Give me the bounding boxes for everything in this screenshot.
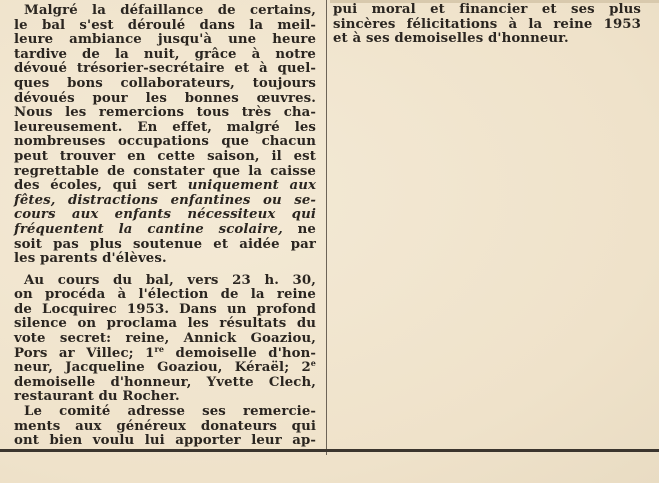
text-line: tardive de la nuit, grâce à notre [14,46,316,62]
text-line: demoiselle d'honneur, Yvette Clech, [14,374,316,390]
text-line: restaurant du Rocher. [14,389,180,405]
column-divider [326,0,327,455]
text-line: Nous les remercions tous très cha- [14,105,316,121]
left-column [14,4,316,449]
text-line: ques bons collaborateurs, toujours [14,75,316,91]
text-line: Le comité adresse ses remercie- [24,404,316,420]
right-column [333,3,641,47]
text-line [14,223,316,238]
text-line: soit pas plus soutenue et aidée par [14,236,316,252]
text-line: Au cours du bal, vers 23 h. 30, [24,272,316,288]
text-line [14,194,316,209]
text-line: regrettable de constater que la caisse [14,163,316,179]
text-segment: Pors ar Villec; 1 [14,345,155,361]
text-line: on procéda à l'élection de la reine [14,287,316,303]
text-line: les parents d'élèves. [14,251,167,267]
text-line: silence on proclama les résultats du [14,316,316,332]
text-line: le bal s'est déroulé dans la meil- [14,17,316,33]
text-line: leure ambiance jusqu'à une heure [14,32,316,48]
italic-segment: fréquentent la cantine scolaire, [14,221,283,237]
text-line [14,208,316,223]
bottom-rule [0,449,659,452]
superscript: e [310,358,316,369]
text-line: de Locquirec 1953. Dans un profond [14,301,316,317]
superscript: re [154,343,165,354]
text-line: et à ses demoiselles d'honneur. [333,31,569,47]
italic-segment: fêtes, distractions enfantines ou se- [14,192,316,208]
text-line: peut trouver en cette saison, il est [14,148,316,164]
text-line: dévoués pour les bonnes œuvres. [14,90,316,106]
text-line: ont bien voulu lui apporter leur ap- [14,433,316,449]
text-segment: des écoles, qui sert [14,178,178,194]
text-line: vote secret: reine, Annick Goaziou, [14,331,316,347]
text-segment: neur, Jacqueline Goaziou, Kéraël; 2 [14,360,311,376]
text-line: leureusement. En effet, malgré les [14,119,316,135]
italic-segment: cours aux enfants nécessiteux qui [14,207,316,223]
text-line: dévoué trésorier-secrétaire et à quel- [14,61,316,77]
text-line: sincères félicitations à la reine 1953 [333,16,641,32]
text-segment: ne [297,221,316,237]
text-line: pui moral et financier et ses plus [333,2,641,17]
text-line: ments aux généreux donateurs qui [14,418,316,434]
text-line [14,179,316,194]
text-line: Malgré la défaillance de certains, [24,3,316,18]
text-line: nombreuses occupations que chacun [14,134,316,150]
text-segment: demoiselle d'hon- [164,345,316,361]
text-line [14,358,316,376]
italic-segment: uniquement aux [187,178,317,194]
